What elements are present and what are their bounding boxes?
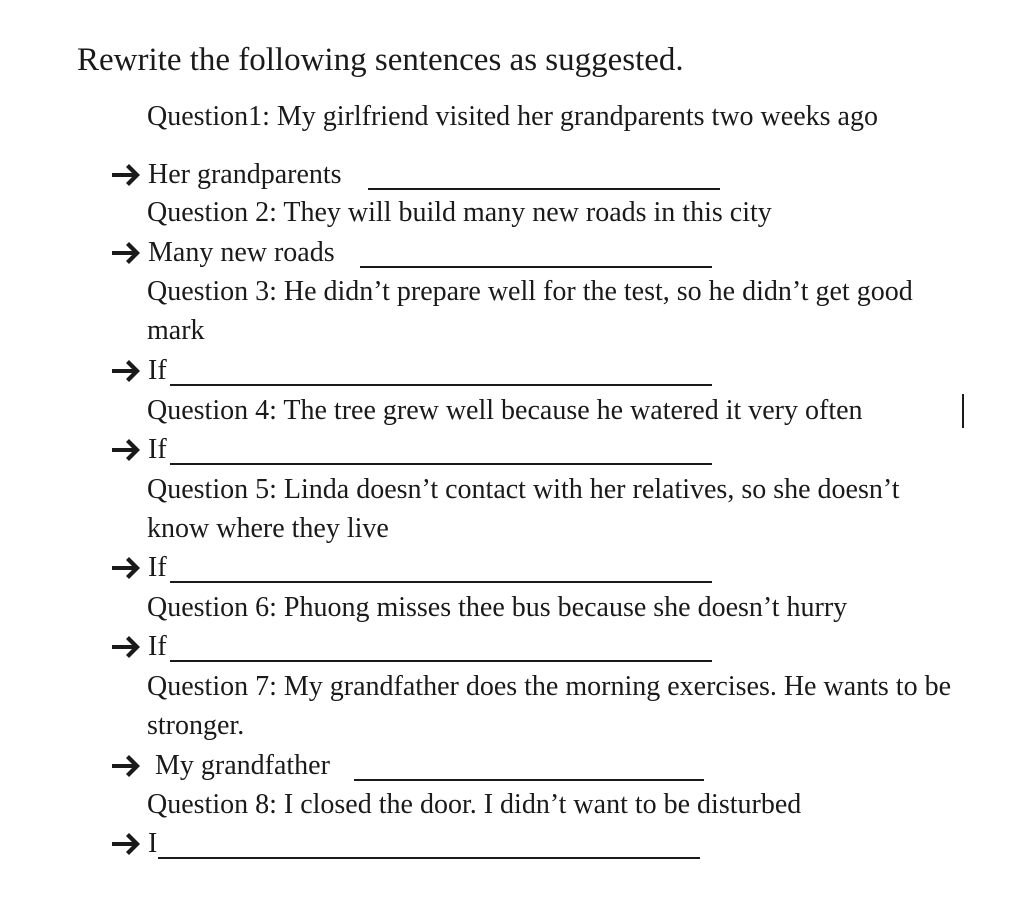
answer-line-5 [112,548,732,587]
answer-line-3 [112,351,732,390]
answer-line-1 [112,155,732,194]
answer-prefix: If [148,631,167,662]
right-arrow-icon [112,164,145,186]
right-arrow-icon [112,636,145,658]
question-7: Question 7: My grandfather does the morning exercises. He wants to be stronger. [147,671,952,741]
question-8: Question 8: I closed the door. I didn’t want to be disturbed [147,789,802,820]
answer-blank-3[interactable] [170,384,712,386]
answer-prefix: Many new roads [148,237,335,268]
answer-blank-4[interactable] [170,463,712,465]
right-arrow-icon [112,439,145,461]
right-arrow-icon [112,557,145,579]
question-2: Question 2: They will build many new roads in this city [147,197,772,228]
answer-line-2 [112,233,732,272]
answer-prefix: I [148,828,158,859]
question-6: Question 6: Phuong misses thee bus because she doesn’t hurry [147,592,848,623]
question-5: Question 5: Linda doesn’t contact with her relatives, so she doesn’t know where they live [147,474,900,544]
answer-blank-5[interactable] [170,581,712,583]
answer-line-7 [112,746,732,785]
question-1: Question1: My girlfriend visited her grandparents two weeks ago [147,101,878,132]
text-cursor [962,394,964,428]
right-arrow-icon [112,833,145,855]
right-arrow-icon [112,360,145,382]
answer-blank-6[interactable] [170,660,712,662]
question-3: Question 3: He didn’t prepare well for the test, so he didn’t get good mark [147,276,913,346]
answer-blank-2[interactable] [360,266,712,268]
answer-line-8 [112,824,732,863]
answer-line-4 [112,430,732,469]
answer-prefix: If [148,434,167,465]
answer-blank-8[interactable] [158,857,700,859]
answer-prefix: If [148,552,167,583]
answer-prefix: My grandfather [155,750,330,781]
question-4: Question 4: The tree grew well because he watered it very often [147,395,863,426]
answer-line-6 [112,627,732,666]
answer-blank-1[interactable] [368,188,720,190]
right-arrow-icon [112,242,145,264]
answer-prefix: If [148,355,167,386]
answer-prefix: Her grandparents [148,159,342,190]
answer-blank-7[interactable] [354,779,704,781]
worksheet-title: Rewrite the following sentences as suggested. [77,42,684,78]
right-arrow-icon [112,755,145,777]
